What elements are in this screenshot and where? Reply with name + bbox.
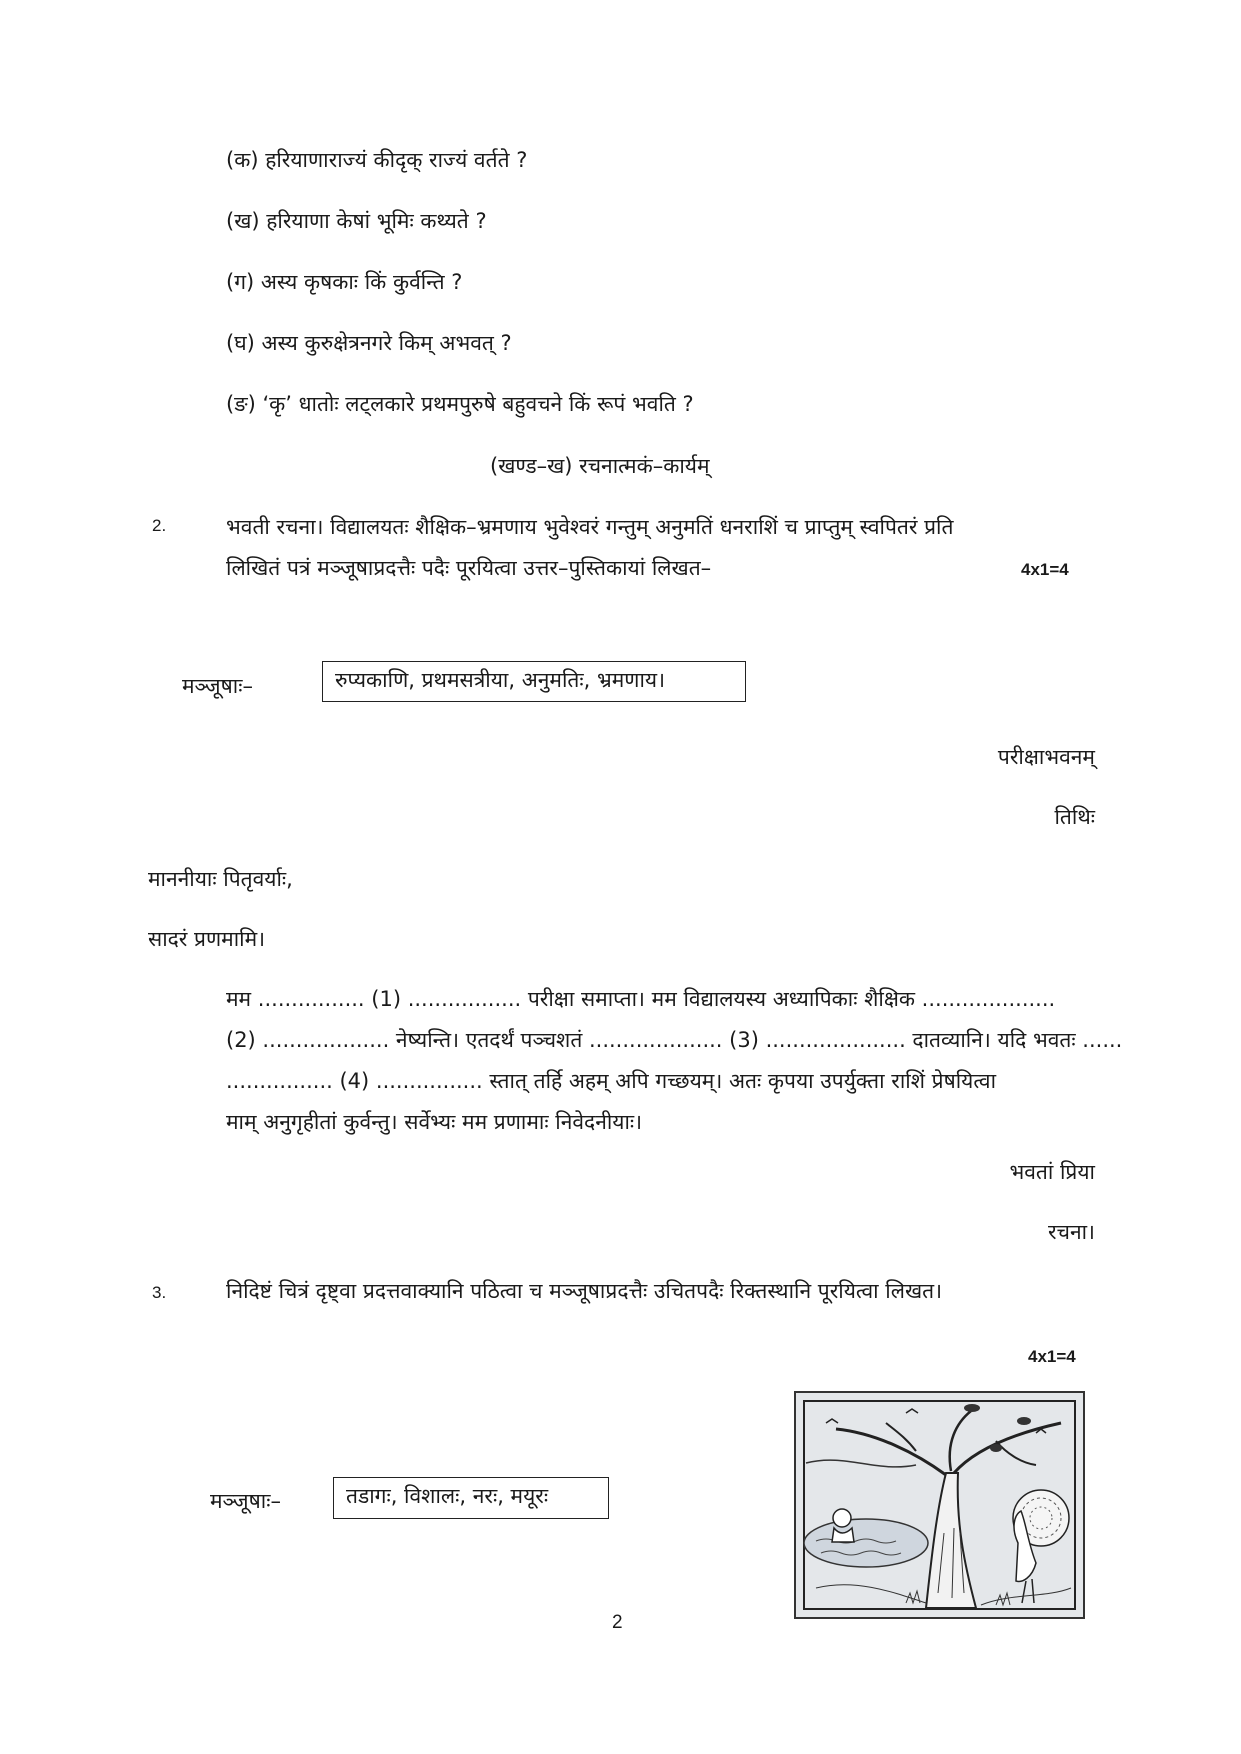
question-3-text: निदिष्टं चित्रं दृष्ट्वा प्रदत्तवाक्यानि पठित्वा च मञ्जूषाप्रदत्तैः उचितपदैः रिक्तस्थानि पूरयित्वा लिखत। <box>226 1279 943 1303</box>
question-3-word-box-text: तडागः, विशालः, नरः, मयूरः <box>346 1484 549 1508</box>
question-3-marks: 4x1=4 <box>1028 1347 1076 1366</box>
question-3-manjusha-label: मञ्जूषाः– <box>210 1489 281 1513</box>
letter-signature: रचना। <box>1048 1220 1095 1244</box>
letter-greeting: सादरं प्रणमामि। <box>148 927 266 951</box>
letter-closing: भवतां प्रिया <box>1009 1160 1095 1184</box>
letter-body-line-4: माम् अनुगृहीतां कुर्वन्तु। सर्वेभ्यः मम प्रणामाः निवेदनीयाः। <box>226 1110 643 1134</box>
scene-drawing <box>796 1393 1083 1617</box>
question-1-ka: (क) हरियाणाराज्यं कीदृक् राज्यं वर्तते ? <box>226 148 528 172</box>
question-1-kha: (ख) हरियाणा केषां भूमिः कथ्यते ? <box>226 209 487 233</box>
letter-body-line-1: मम ................ (1) ................. परीक्षा समाप्ता। मम विद्यालयस्य अध्यापिकाः शैक्षिक .................... <box>226 987 1056 1011</box>
question-2-manjusha-label: मञ्जूषाः– <box>182 674 253 698</box>
letter-date: तिथिः <box>1054 805 1095 829</box>
letter-place: परीक्षाभवनम् <box>997 745 1095 769</box>
letter-body-line-2: (2) ................... नेष्यन्ति। एतदर्थं पञ्चशतं .................... (3) ..................... दातव्यानि। यदि भवतः ...... <box>226 1028 1123 1052</box>
question-2-line-1: भवती रचना। विद्यालयतः शैक्षिक–भ्रमणाय भुवेश्वरं गन्तुम् अनुमतिं धनराशिं च प्राप्तुम् स्वपितरं प्रति <box>226 515 954 539</box>
question-1-nga: (ङ) ‘कृ’ धातोः लट्लकारे प्रथमपुरुषे बहुवचने किं रूपं भवति ? <box>226 392 694 416</box>
question-3-number: 3. <box>152 1283 167 1302</box>
letter-body-line-3: ................ (4) ................ स्तात् तर्हि अहम् अपि गच्छयम्। अतः कृपया उपर्युक्ता राशिं प्रेषयित्वा <box>226 1069 997 1093</box>
section-heading: (खण्ड–ख) रचनात्मकं–कार्यम् <box>490 454 710 478</box>
question-2-marks: 4x1=4 <box>1021 560 1069 579</box>
question-2-word-box <box>322 661 746 702</box>
question-1-ga: (ग) अस्य कृषकाः किं कुर्वन्ति ? <box>226 270 463 294</box>
letter-body <box>226 979 1123 1143</box>
page-number: 2 <box>612 1612 623 1633</box>
question-2-line-2: लिखितं पत्रं मञ्जूषाप्रदत्तैः पदैः पूरयित्वा उत्तर–पुस्तिकायां लिखत– <box>226 556 712 580</box>
letter-salutation: माननीयाः पितृवर्याः, <box>148 867 293 891</box>
scene-illustration <box>794 1391 1085 1619</box>
question-2-number: 2. <box>152 516 167 535</box>
question-1-gha: (घ) अस्य कुरुक्षेत्रनगरे किम् अभवत् ? <box>226 331 512 355</box>
question-3-word-box <box>333 1477 609 1519</box>
question-2-word-box-text: रुप्यकाणि, प्रथमसत्रीया, अनुमतिः, भ्रमणाय। <box>335 668 666 692</box>
question-2-text <box>226 507 1096 589</box>
